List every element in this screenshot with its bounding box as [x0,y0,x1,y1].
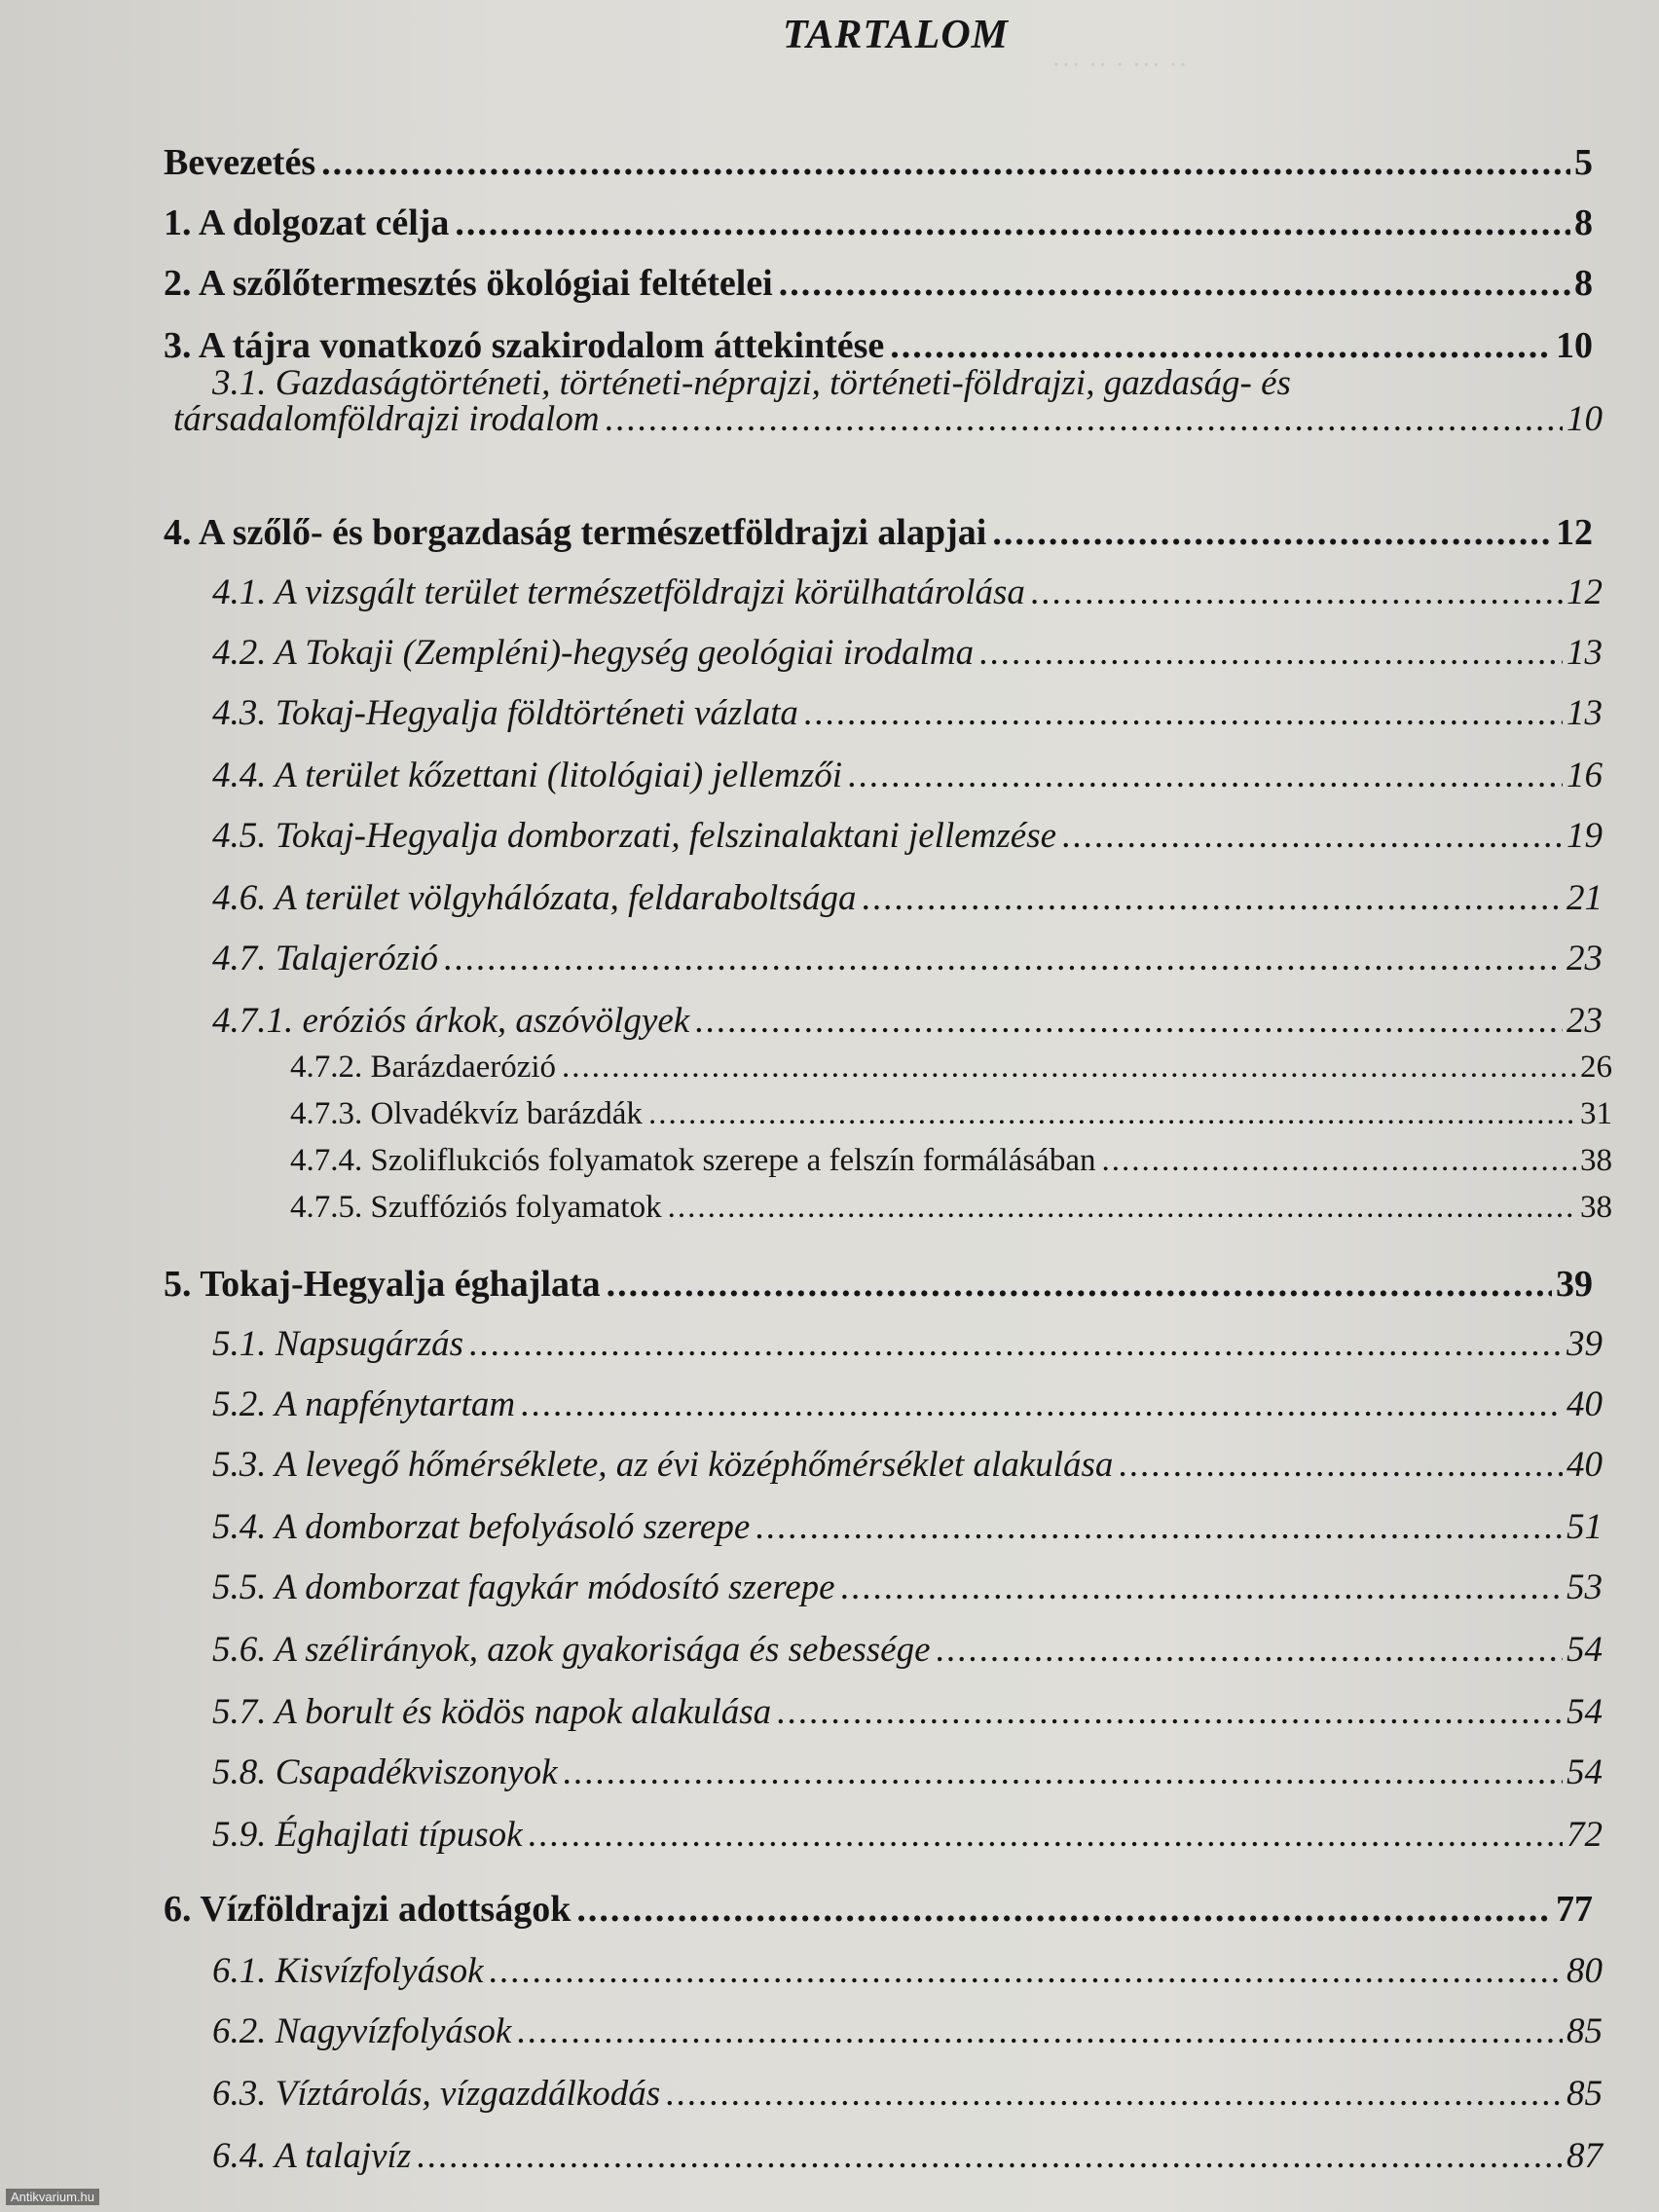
toc-entry[interactable] [212,1953,1603,1989]
toc-entry-label: 5.1. Napsugárzás [212,1324,464,1364]
watermark: Antikvarium.hu [6,2189,99,2205]
toc-page-number: 39 [1556,1264,1593,1305]
toc-entry[interactable] [212,818,1603,854]
toc-page-number: 54 [1567,1630,1603,1670]
toc-entry-label: Bevezetés [164,142,316,183]
toc-entry-label: 3. A tájra vonatkozó szakirodalom áttekintése [164,325,885,366]
toc-page-number: 54 [1567,1752,1603,1792]
toc-dot-leader [979,635,1563,671]
toc-page-number: 10 [1556,325,1593,366]
toc-entry[interactable] [164,144,1593,181]
toc-dot-leader [469,1326,1563,1362]
toc-entry-label: 4.3. Tokaj-Hegyalja földtörténeti vázlata [212,693,798,733]
toc-entry[interactable] [290,1098,1612,1130]
toc-page-number: 40 [1567,1445,1603,1485]
toc-page-number: 19 [1567,816,1603,856]
toc-entry-label: 5.4. A domborzat befolyásoló szerepe [212,1507,751,1547]
toc-dot-leader [576,1891,1552,1928]
toc-dot-leader [992,514,1552,551]
toc-entry[interactable] [212,2138,1603,2174]
toc-page-number: 21 [1567,878,1603,918]
toc-entry[interactable] [212,940,1603,977]
toc-entry[interactable] [212,1386,1603,1422]
toc-entry-label: 5.5. A domborzat fagykár módosító szerepe [212,1567,835,1607]
toc-dot-leader [695,1003,1563,1039]
toc-dot-leader [606,401,1563,437]
toc-entry[interactable] [212,1003,1603,1039]
toc-page-number: 31 [1580,1096,1612,1131]
toc-page-number: 26 [1580,1050,1612,1085]
toc-dot-leader [490,1953,1563,1989]
toc-entry[interactable] [164,327,1593,364]
toc-page-number: 38 [1580,1143,1612,1178]
toc-entry[interactable] [212,2013,1603,2049]
toc-page-number: 54 [1567,1692,1603,1732]
toc-entry[interactable] [212,1509,1603,1545]
toc-page-number: 8 [1574,203,1593,243]
toc-page-number: 13 [1567,693,1603,733]
toc-entry-label: 4.1. A vizsgált terület természetföldrajzi körülhatárolása [212,572,1025,612]
toc-entry[interactable] [212,1817,1603,1853]
toc-dot-leader [648,1098,1576,1130]
toc-entry-label: 4.7.3. Olvadékvíz barázdák [290,1096,643,1131]
toc-entry-label: 2. A szőlőtermesztés ökológiai feltételei [164,263,773,304]
toc-page-number: 72 [1567,1815,1603,1855]
toc-entry[interactable] [212,2076,1603,2112]
toc-entry-label: 6.3. Víztárolás, vízgazdálkodás [212,2074,661,2114]
toc-entry-label: 5.8. Csapadékviszonyok [212,1752,558,1792]
toc-entry[interactable] [164,1266,1593,1303]
toc-entry-label: 5.6. A szélirányok, azok gyakorisága és sebessége [212,1630,931,1670]
toc-entry[interactable] [212,1569,1603,1605]
toc-dot-leader [521,1386,1563,1422]
bleed-through-text: ··· ·· · ··· ·· [1051,49,1188,81]
toc-entry-label: 4.7.2. Barázdaerózió [290,1050,557,1085]
toc-dot-leader [517,2013,1563,2049]
toc-page-number: 23 [1567,1001,1603,1041]
toc-page-number: 5 [1574,142,1593,183]
toc-dot-leader [607,1266,1552,1303]
toc-dot-leader [1031,574,1563,610]
toc-dot-leader [1101,1145,1576,1177]
toc-entry[interactable] [212,1447,1603,1483]
toc-entry-label: 5.9. Éghajlati típusok [212,1815,523,1855]
toc-entry[interactable] [173,401,1603,437]
toc-page-number: 13 [1567,633,1603,673]
toc-entry[interactable] [212,1754,1603,1790]
toc-entry[interactable] [212,880,1603,916]
toc-page-number: 85 [1567,2074,1603,2114]
toc-entry-label: 5. Tokaj-Hegyalja éghajlata [164,1264,601,1305]
toc-entry[interactable] [164,265,1593,302]
toc-dot-leader [529,1817,1563,1853]
toc-entry-label: 4.7.1. eróziós árkok, aszóvölgyek [212,1001,690,1041]
toc-dot-leader [863,880,1563,916]
toc-dot-leader [756,1509,1563,1545]
toc-dot-leader [417,2138,1563,2174]
toc-page-number: 80 [1567,1951,1603,1991]
toc-page-number: 40 [1567,1384,1603,1424]
toc-entry[interactable] [164,204,1593,241]
toc-page-number: 51 [1567,1507,1603,1547]
toc-dot-leader [564,1754,1563,1790]
toc-dot-leader [848,757,1563,793]
toc-dot-leader [1062,818,1563,854]
toc-page-number: 39 [1567,1324,1603,1364]
toc-entry-label: 4.7. Talajerózió [212,939,438,978]
toc-entry-label: 6.2. Nagyvízfolyások [212,2011,512,2051]
toc-entry-label: 1. A dolgozat célja [164,203,450,243]
toc-entry-label: 5.2. A napfénytartam [212,1384,516,1424]
toc-page-number: 38 [1580,1190,1612,1225]
toc-entry[interactable] [212,1694,1603,1730]
toc-page-number: 53 [1567,1567,1603,1607]
toc-entry[interactable] [290,1051,1612,1084]
toc-dot-leader [777,1694,1563,1730]
toc-page-number: 12 [1556,512,1593,553]
toc-dot-leader [666,2076,1563,2112]
toc-entry-label-line1: 3.1. Gazdaságtörténeti, történeti-néprajzi, történeti-földrajzi, gazdaság- és [212,363,1291,403]
toc-page-number: 16 [1567,756,1603,795]
toc-entry-label: 4.6. A terület völgyhálózata, feldaraboltsága [212,878,857,918]
toc-entry-label: 4.7.4. Szoliflukciós folyamatok szerepe a felszín formálásában [290,1143,1096,1178]
toc-dot-leader [1119,1447,1563,1483]
toc-entry-label: 4. A szőlő- és borgazdaság természetföldrajzi alapjai [164,512,987,553]
toc-dot-leader [804,695,1563,731]
toc-entry-label: 5.7. A borult és ködös napok alakulása [212,1692,772,1732]
toc-page-number: 8 [1574,263,1593,304]
toc-entry[interactable] [164,1891,1593,1928]
toc-entry-label: társadalomföldrajzi irodalom [173,399,600,439]
toc-dot-leader [890,327,1552,364]
toc-page-number: 10 [1567,399,1603,439]
toc-dot-leader [841,1569,1563,1605]
toc-entry-label: 6. Vízföldrajzi adottságok [164,1889,571,1930]
toc-dot-leader [779,265,1570,302]
toc-dot-leader [321,144,1570,181]
toc-dot-leader [444,940,1563,977]
toc-entry[interactable] [212,695,1603,731]
toc-page-number: 23 [1567,939,1603,978]
toc-page-number: 77 [1556,1889,1593,1930]
toc-entry-label: 4.2. A Tokaji (Zempléni)-hegység geológiai irodalma [212,633,975,673]
toc-page-number: 85 [1567,2011,1603,2051]
toc-dot-leader [937,1632,1564,1668]
toc-entry[interactable] [212,635,1603,671]
toc-entry-label: 4.5. Tokaj-Hegyalja domborzati, felszinalaktani jellemzése [212,816,1057,856]
toc-entry-label: 4.4. A terület kőzettani (litológiai) jellemzői [212,756,843,795]
toc-entry-label: 5.3. A levegő hőmérséklete, az évi középhőmérséklet alakulása [212,1445,1114,1485]
toc-entry-label: 4.7.5. Szuffóziós folyamatok [290,1190,662,1225]
toc-dot-leader [668,1192,1576,1224]
page-title: TARTALOM [782,13,1010,57]
toc-entry[interactable] [290,1192,1612,1224]
toc-entry[interactable] [212,1326,1603,1362]
toc-entry-label: 6.4. A talajvíz [212,2136,412,2176]
toc-dot-leader [455,204,1570,241]
toc-page-number: 87 [1567,2136,1603,2176]
toc-dot-leader [562,1051,1576,1084]
toc-entry[interactable] [164,514,1593,551]
toc-entry[interactable] [212,574,1603,610]
toc-entry-label: 6.1. Kisvízfolyások [212,1951,484,1991]
toc-entry[interactable] [212,757,1603,793]
toc-entry[interactable] [212,1632,1603,1668]
toc-entry[interactable] [290,1145,1612,1177]
toc-page-number: 12 [1567,572,1603,612]
